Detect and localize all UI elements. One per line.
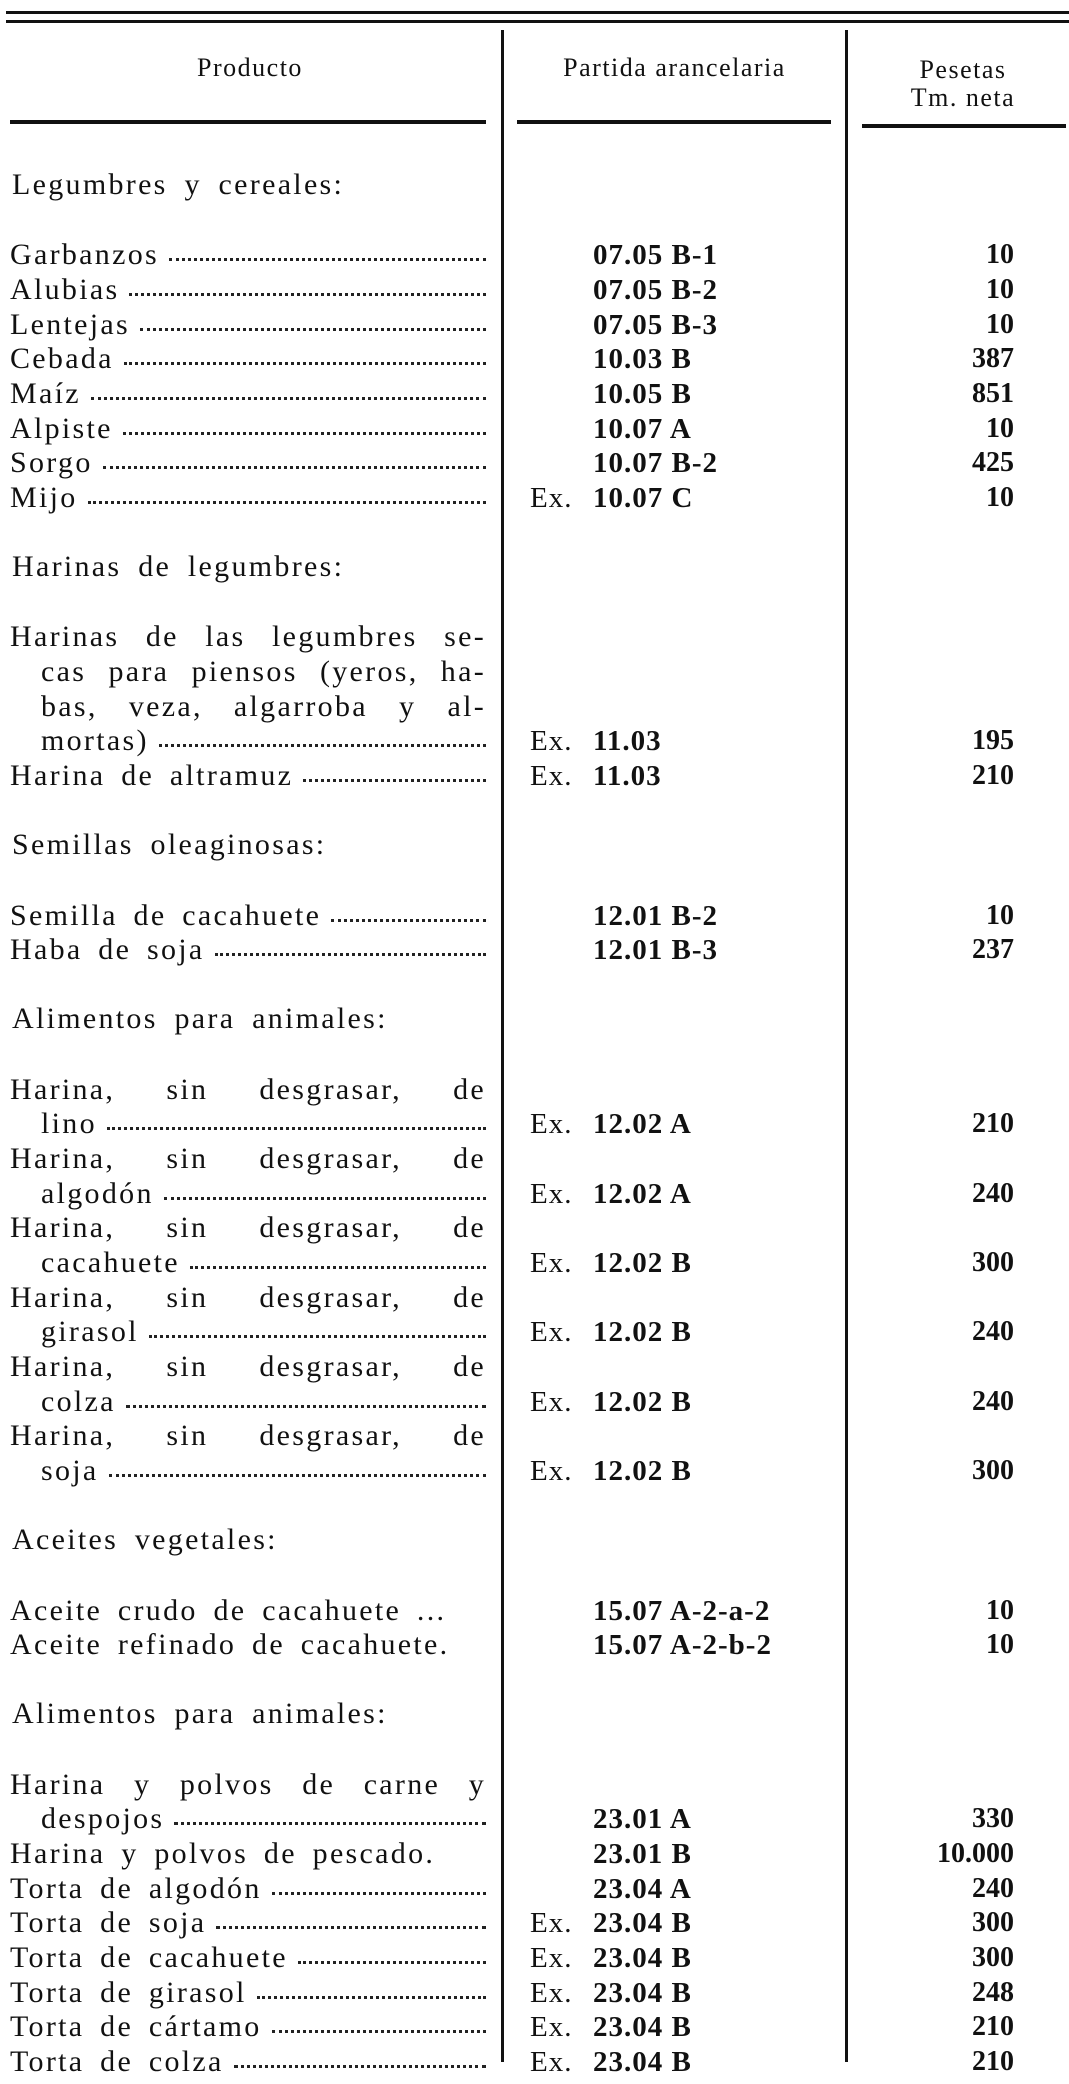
table-row [0,899,1069,934]
product-line [10,2045,486,2080]
partida-cell [502,1802,847,1837]
partida-code: 10.07 A [593,412,692,445]
dot-leader [107,1127,486,1130]
table-row [0,1837,1069,1872]
partida-cell [502,1872,847,1907]
product-name: Torta de algodón [10,1871,262,1905]
top-rule-2 [6,20,1069,23]
partida-code: 12.01 B-3 [593,934,718,967]
product-line [10,1246,486,1281]
partida-cell [502,1837,847,1872]
pesetas-value: 425 [972,447,1014,479]
product-cell [0,412,502,447]
partida-cell [502,759,847,794]
product-line [10,620,486,655]
partida-code: 12.02 B [593,1455,692,1488]
product-line [10,412,486,447]
partida-prefix: Ex. [530,1177,573,1210]
table-row [0,1768,1069,1837]
partida-code: 10.07 C [593,482,694,514]
section-heading: Harinas de legumbres: [12,550,345,584]
tariff-table-body [0,168,1069,2080]
product-cell [0,1768,502,1837]
header-underline-partida [517,120,831,124]
partida-code: 11.03 [593,725,662,758]
dot-leader [169,258,486,261]
partida-prefix: Ex. [530,725,573,758]
table-row [0,1350,1069,1419]
product-cell [0,1073,502,1142]
product-line [10,1385,486,1420]
product-cell [0,1350,502,1419]
dot-leader [159,744,486,747]
product-cell [0,1211,502,1280]
product-name: Torta de soja [10,1906,207,1940]
section-heading: Aceites vegetales: [12,1523,278,1557]
product-line [10,759,486,794]
table-row [0,933,1069,968]
product-cell [0,377,502,412]
product-name: Maíz [10,376,81,410]
table-row [0,238,1069,273]
partida-prefix: Ex. [530,1385,573,1418]
pesetas-value: 330 [972,1803,1014,1835]
product-name: despojos [41,1802,165,1836]
partida-cell [502,2045,847,2080]
pesetas-value: 300 [972,1455,1014,1487]
product-cell [0,1976,502,2011]
partida-cell [502,1454,847,1489]
partida-code: 12.02 B [593,1385,692,1418]
product-name: girasol [41,1315,139,1349]
partida-cell [502,1246,847,1281]
product-line [10,1350,486,1385]
product-line [10,1976,486,2011]
partida-prefix: Ex. [530,1455,573,1488]
product-name: Harina, sin desgrasar, de [10,1141,486,1175]
partida-prefix: Ex. [530,1316,573,1349]
pesetas-value: 240 [972,1177,1014,1209]
product-line [10,481,486,516]
product-line [10,1837,486,1872]
pesetas-value: 300 [972,1907,1014,1939]
partida-code: 23.04 B [593,1907,692,1940]
dot-leader [109,1474,486,1477]
product-line [10,1872,486,1907]
partida-code: 23.04 B [593,2046,692,2079]
section-heading: Semillas oleaginosas: [12,828,327,862]
product-line [10,1142,486,1177]
pesetas-value: 10 [986,1629,1014,1661]
partida-prefix: Ex. [530,1907,573,1940]
partida-cell [502,342,847,377]
dot-leader [190,1266,486,1269]
product-cell [0,238,502,273]
product-line [10,1906,486,1941]
dot-leader [303,779,486,782]
product-name: algodón [41,1176,154,1210]
partida-cell [502,1385,847,1420]
product-line [10,1594,486,1629]
product-name: bas, veza, algarroba y al- [41,689,486,723]
header-partida: Partida arancelaria [563,53,786,82]
pesetas-value: 300 [972,1942,1014,1973]
partida-prefix: Ex. [530,1942,573,1974]
product-name: Garbanzos [10,238,159,272]
dot-leader [164,1197,486,1200]
partida-code: 23.01 B [593,1837,692,1870]
table-row [0,1211,1069,1280]
product-name: Harina de altramuz [10,759,294,793]
product-name: cacahuete [41,1246,180,1279]
partida-prefix: Ex. [530,2011,573,2044]
product-line [10,446,486,481]
pesetas-value: 10 [986,482,1014,513]
pesetas-value: 851 [972,377,1014,409]
product-name: Sorgo [10,446,93,480]
product-name: Harina, sin desgrasar, de [10,1419,486,1453]
table-row [0,1941,1069,1976]
partida-prefix: Ex. [530,1108,573,1141]
product-line [10,1419,486,1454]
dot-leader [91,397,486,400]
product-name: Harina, sin desgrasar, de [10,1350,486,1384]
pesetas-value: 10.000 [937,1837,1014,1869]
table-row [0,342,1069,377]
product-name: Harina y polvos de pescado. [10,1836,436,1870]
dot-leader [272,2030,486,2033]
product-name: Aceite refinado de cacahuete. [10,1628,450,1662]
product-line [10,1315,486,1350]
table-row [0,1419,1069,1488]
product-name: Torta de colza [10,2045,224,2079]
table-row [0,1872,1069,1907]
table-row [0,412,1069,447]
partida-cell [502,899,847,934]
dot-leader [140,328,486,331]
header-pesetas-line2: Tm. neta [910,83,1016,112]
product-line [10,2010,486,2045]
header-pesetas-line1: Pesetas [919,55,1007,84]
partida-cell [502,1594,847,1629]
product-line [10,238,486,273]
table-row [0,2010,1069,2045]
partida-cell [502,481,847,516]
partida-code: 15.07 A-2-b-2 [593,1629,772,1662]
dot-leader [216,1926,486,1929]
product-line [10,655,486,690]
partida-cell [502,933,847,968]
product-line [10,1768,486,1803]
product-name: Alubias [10,272,120,306]
table-row [0,377,1069,412]
pesetas-value: 10 [986,412,1014,444]
product-name: Harina, sin desgrasar, de [10,1211,486,1245]
header-pesetas [860,56,1066,112]
product-line [10,1802,486,1837]
product-line [10,377,486,412]
product-name: Lentejas [10,307,131,341]
section-heading: Legumbres y cereales: [12,168,345,201]
partida-code: 11.03 [593,760,662,793]
pesetas-value: 240 [972,1316,1014,1348]
product-line [10,1177,486,1212]
product-cell [0,308,502,343]
product-line [10,342,486,377]
product-cell [0,342,502,377]
product-name: Alpiste [10,411,113,445]
dot-leader [298,1961,486,1964]
product-line [10,933,486,968]
partida-code: 10.07 B-2 [593,447,718,480]
pesetas-value: 210 [972,2011,1014,2043]
product-line [10,1454,486,1489]
dot-leader [272,1892,486,1895]
partida-prefix: Ex. [530,1247,573,1279]
pesetas-value: 10 [986,239,1014,271]
product-cell [0,1872,502,1907]
product-name: soja [41,1454,99,1488]
product-name: lino [41,1107,97,1141]
dot-leader [88,501,486,504]
product-name: Harina y polvos de carne y [10,1767,486,1801]
dot-leader [257,1996,486,1999]
partida-cell [502,412,847,447]
partida-cell [502,273,847,308]
table-row [0,1628,1069,1663]
partida-prefix: Ex. [530,482,573,514]
partida-code: 23.04 A [593,1872,692,1905]
pesetas-value: 240 [972,1385,1014,1417]
header-producto: Producto [197,53,303,82]
partida-prefix: Ex. [530,1976,573,2009]
partida-code: 10.03 B [593,343,692,376]
partida-cell [502,1976,847,2011]
product-line [10,273,486,308]
pesetas-value: 300 [972,1247,1014,1278]
top-rule-1 [6,11,1069,14]
partida-code: 12.02 A [593,1108,692,1141]
product-name: Torta de girasol [10,1975,247,2009]
product-line [10,1941,486,1976]
partida-code: 07.05 B-3 [593,308,718,341]
pesetas-value: 10 [986,308,1014,340]
product-name: mortas) [41,724,149,758]
product-line [10,1211,486,1246]
dot-leader [103,466,486,469]
pesetas-value: 248 [972,1976,1014,2008]
table-row [0,308,1069,343]
partida-cell [502,1177,847,1212]
partida-prefix: Ex. [530,760,573,793]
pesetas-value: 10 [986,899,1014,931]
product-name: colza [41,1384,116,1418]
header-underline-producto [10,120,486,124]
product-cell [0,1906,502,1941]
pesetas-value: 195 [972,725,1014,757]
partida-cell [502,1906,847,1941]
partida-code: 23.04 B [593,1942,692,1974]
table-row [0,1906,1069,1941]
pesetas-value: 237 [972,934,1014,966]
partida-cell [502,1941,847,1976]
table-row [0,1073,1069,1142]
pesetas-value: 210 [972,1108,1014,1140]
partida-code: 07.05 B-1 [593,239,718,272]
product-cell [0,933,502,968]
table-row [0,1594,1069,1629]
table-row [0,620,1069,759]
partida-cell [502,1315,847,1350]
partida-code: 15.07 A-2-a-2 [593,1594,771,1627]
product-cell [0,620,502,759]
product-cell [0,1628,502,1663]
product-line [10,1107,486,1142]
dot-leader [174,1822,486,1825]
partida-cell [502,238,847,273]
product-cell [0,1837,502,1872]
pesetas-value: 10 [986,273,1014,305]
table-row [0,759,1069,794]
section-heading: Alimentos para animales: [12,1002,388,1036]
dot-leader [124,362,486,365]
product-name: cas para piensos (yeros, ha- [41,655,486,689]
product-cell [0,2045,502,2080]
partida-code: 12.01 B-2 [593,899,718,932]
product-line [10,690,486,725]
product-name: Harina, sin desgrasar, de [10,1072,486,1106]
table-row [0,1976,1069,2011]
header-underline-pesetas [862,124,1066,128]
partida-cell [502,1107,847,1142]
table-row [0,273,1069,308]
dot-leader [234,2065,486,2068]
partida-code: 12.02 B [593,1316,692,1349]
dot-leader [126,1405,486,1408]
table-row [0,1142,1069,1211]
product-name: Mijo [10,481,78,514]
partida-code: 10.05 B [593,377,692,410]
partida-code: 12.02 A [593,1177,692,1210]
product-name: Torta de cacahuete [10,1941,288,1974]
partida-prefix: Ex. [530,2046,573,2079]
table-row [0,1281,1069,1350]
dot-leader [129,293,486,296]
product-cell [0,1142,502,1211]
product-name: Semilla de cacahuete [10,898,322,932]
product-line [10,724,486,759]
partida-cell [502,724,847,759]
pesetas-value: 240 [972,1872,1014,1904]
pesetas-value: 210 [972,2046,1014,2078]
product-cell [0,273,502,308]
product-line [10,899,486,934]
product-cell [0,759,502,794]
table-row [0,481,1069,516]
partida-cell [502,446,847,481]
pesetas-value: 387 [972,343,1014,375]
product-line [10,308,486,343]
dot-leader [331,919,486,922]
product-cell [0,446,502,481]
partida-cell [502,2010,847,2045]
partida-cell [502,308,847,343]
product-cell [0,481,502,516]
partida-code: 07.05 B-2 [593,273,718,306]
partida-code: 23.01 A [593,1803,692,1836]
product-cell [0,2010,502,2045]
product-name: Haba de soja [10,933,205,967]
product-name: Harina, sin desgrasar, de [10,1280,486,1314]
partida-code: 23.04 B [593,1976,692,2009]
product-name: Aceite crudo de cacahuete ... [10,1593,447,1627]
product-line [10,1281,486,1316]
partida-code: 12.02 B [593,1247,692,1279]
product-cell [0,1281,502,1350]
partida-code: 23.04 B [593,2011,692,2044]
table-row [0,446,1069,481]
partida-cell [502,1628,847,1663]
dot-leader [215,953,486,956]
pesetas-value: 210 [972,760,1014,792]
product-cell [0,1941,502,1976]
dot-leader [123,432,486,435]
partida-cell [502,377,847,412]
product-cell [0,1419,502,1488]
product-name: Harinas de las legumbres se- [10,620,486,654]
table-row [0,2045,1069,2080]
product-name: Cebada [10,342,114,376]
product-name: Torta de cártamo [10,2010,262,2044]
product-cell [0,1594,502,1629]
product-line [10,1073,486,1108]
product-cell [0,899,502,934]
section-heading: Alimentos para animales: [12,1697,388,1731]
product-line [10,1628,486,1663]
pesetas-value: 10 [986,1594,1014,1626]
dot-leader [149,1335,486,1338]
